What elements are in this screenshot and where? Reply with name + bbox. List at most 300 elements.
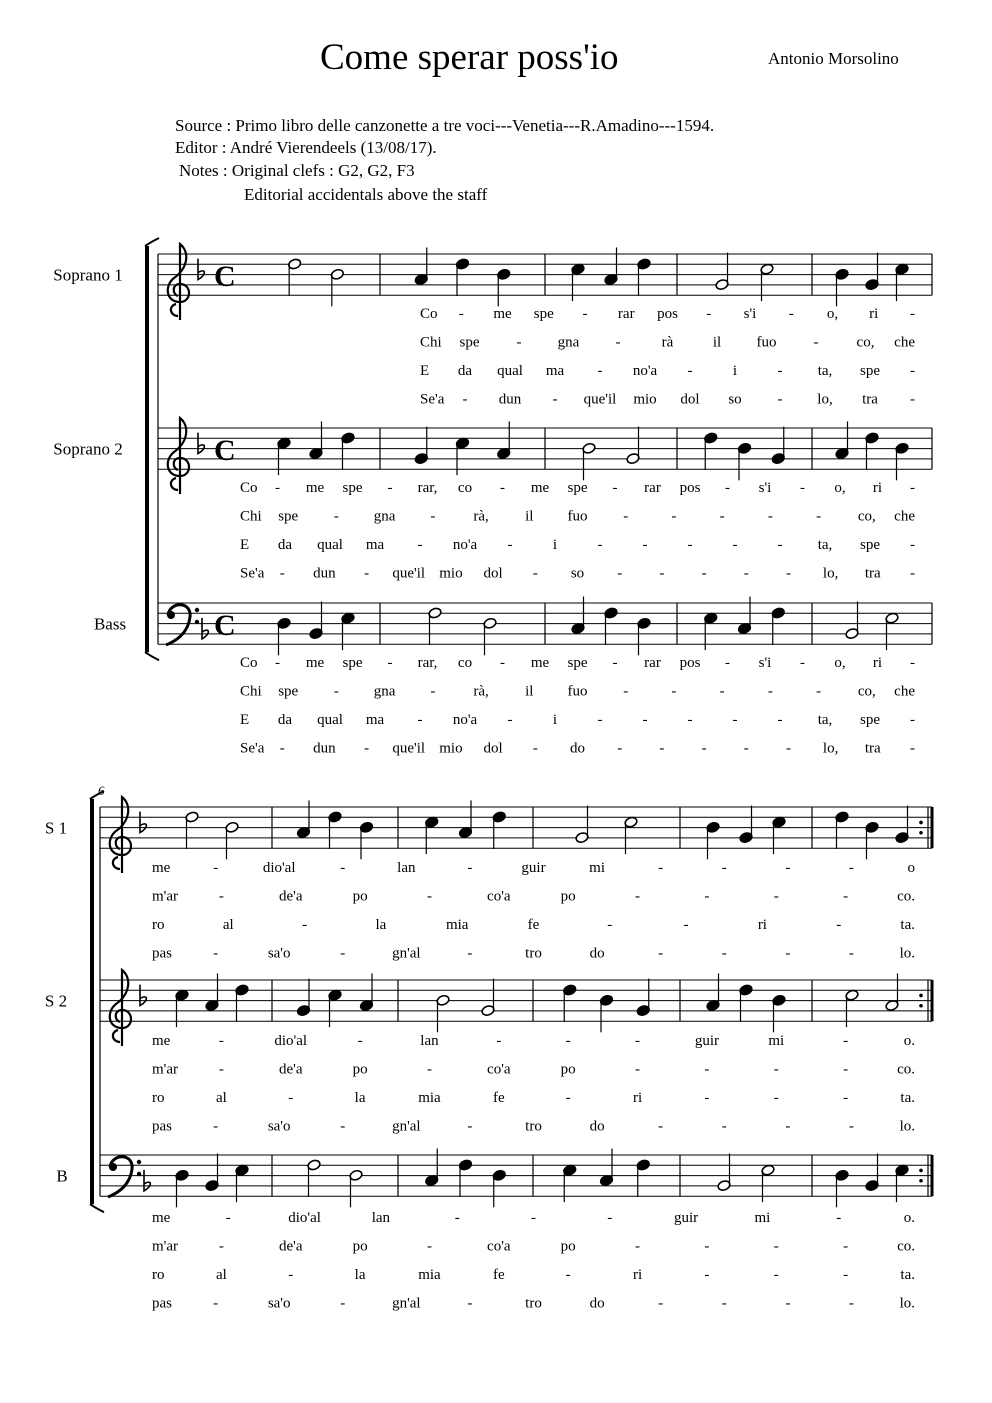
lyric-syllable: la (354, 1090, 366, 1106)
lyric-syllable: - (642, 537, 648, 553)
lyric-syllable: mio (633, 391, 657, 408)
lyric-syllable: tro (525, 1118, 542, 1135)
lyric-syllable: - (288, 1090, 294, 1106)
lyric-syllable: - (623, 508, 629, 525)
lyric-syllable: spe (860, 537, 880, 553)
lyric-syllable: rar (617, 306, 635, 322)
lyric-syllable: gn'al (392, 1295, 421, 1312)
lyric-syllable: - (467, 1118, 473, 1135)
lyric-syllable: co. (897, 1061, 915, 1078)
lyric-syllable: - (275, 480, 280, 496)
lyric-syllable: Co (240, 480, 258, 496)
lyric-syllable: - (340, 945, 346, 962)
lyric-syllable: E (240, 537, 250, 553)
lyric-syllable: dio'al (262, 860, 296, 876)
bracket-bottom-hook (90, 1204, 104, 1212)
lyric-syllable: o (907, 860, 915, 876)
lyric-syllable: spe (567, 655, 588, 671)
lyric-syllable: - (288, 1267, 294, 1283)
lyric-syllable: lan (371, 1210, 391, 1226)
lyric-syllable: la (354, 1267, 366, 1283)
repeat-dot-icon (919, 1179, 923, 1183)
lyric-syllable: co, (857, 508, 876, 525)
lyric-syllable: - (671, 508, 677, 525)
lyric-syllable: qual (317, 712, 343, 728)
lyric-syllable: - (773, 1238, 779, 1255)
staff-label: Soprano 1 (53, 265, 123, 285)
lyric-syllable: i (552, 537, 558, 553)
key-signature-flat-icon (144, 1170, 150, 1191)
lyric-syllable: o, (826, 306, 839, 322)
treble-clef-icon (110, 797, 131, 873)
lyric-syllable: tra (864, 740, 881, 757)
lyric-syllable: ta, (817, 712, 833, 728)
lyric-syllable: - (642, 712, 648, 728)
lyric-syllable: - (706, 306, 712, 322)
lyric-syllable: - (458, 306, 464, 322)
lyric-syllable: - (721, 860, 727, 876)
lyric-syllable: - (836, 1210, 842, 1226)
lyric-syllable: ri (757, 917, 767, 933)
lyric-syllable: che (894, 334, 915, 351)
lyric-syllable: - (777, 391, 783, 408)
source-note: Source : Primo libro delle canzonette a tre voci---Venetia---R.Amadino---1594. (175, 116, 715, 135)
lyric-syllable: - (658, 1118, 664, 1135)
lyric-syllable: ro (152, 917, 165, 933)
lyric-syllable: - (507, 537, 513, 553)
lyric-syllable: me (152, 1210, 171, 1226)
lyric-syllable: - (843, 1267, 849, 1283)
key-signature-flat-icon (202, 618, 208, 639)
lyric-syllable: - (430, 508, 436, 525)
lyric-syllable: - (597, 363, 603, 379)
lyric-syllable: - (333, 683, 339, 700)
lyric-syllable: s'i (758, 480, 772, 496)
lyric-syllable: - (635, 1238, 641, 1255)
lyric-syllable: - (617, 740, 623, 757)
common-time-icon: C (214, 434, 236, 467)
lyric-syllable: - (910, 480, 915, 496)
lyric-syllable: pas (152, 945, 172, 962)
lyric-syllable: gna (557, 334, 580, 351)
lyric-syllable: co'a (487, 1238, 511, 1255)
lyric-syllable: o, (834, 480, 846, 496)
lyric-syllable: dun (313, 565, 336, 582)
lyric-syllable: rar, (417, 480, 438, 496)
lyric-syllable: - (635, 1061, 641, 1078)
lyric-syllable: - (732, 537, 738, 553)
lyric-syllable: - (785, 945, 791, 962)
lyric-syllable: po (352, 1061, 368, 1078)
lyric-syllable: de'a (278, 1061, 303, 1078)
lyric-syllable: que'il (583, 391, 617, 408)
lyric-syllable: sa'o (267, 1118, 291, 1135)
lyric-syllable: Se'a (420, 391, 445, 408)
lyric-syllable: po (352, 888, 368, 905)
lyric-syllable: qual (317, 537, 343, 553)
lyric-syllable: pas (152, 1118, 172, 1135)
lyric-syllable: - (732, 712, 738, 728)
bass-clef-dot-icon (137, 1160, 141, 1164)
lyric-syllable: lan (397, 860, 416, 876)
lyric-syllable: - (843, 1061, 849, 1078)
lyric-syllable: ta. (900, 1090, 915, 1106)
lyric-syllable: - (785, 565, 791, 582)
lyric-syllable: - (426, 1061, 432, 1078)
repeat-dot-icon (919, 821, 923, 825)
common-time-icon: C (214, 609, 236, 642)
lyric-syllable: me (493, 306, 512, 322)
lyric-syllable: - (218, 1033, 224, 1049)
bass-clef-dot-icon (109, 1163, 117, 1171)
lyric-syllable: rà (661, 334, 674, 351)
lyric-syllable: sa'o (267, 1295, 291, 1312)
lyric-syllable: ta. (900, 917, 915, 933)
lyric-syllable: ta. (900, 1267, 915, 1283)
lyric-syllable: - (426, 888, 432, 905)
lyric-syllable: - (704, 1267, 710, 1283)
lyric-syllable: co, (857, 683, 876, 700)
lyric-syllable: - (743, 740, 749, 757)
lyric-syllable: - (836, 917, 842, 933)
measure-number: 6 (98, 783, 105, 798)
lyric-syllable: fe (492, 1090, 505, 1106)
lyric-syllable: - (635, 1033, 641, 1049)
lyric-syllable: dun (498, 391, 522, 408)
lyric-syllable: m'ar (152, 1061, 179, 1078)
lyric-syllable: tro (525, 945, 542, 962)
bass-clef-dot-icon (195, 620, 199, 624)
lyric-syllable: il (712, 334, 722, 351)
repeat-dot-icon (919, 994, 923, 998)
common-time-icon: C (214, 260, 236, 293)
lyric-syllable: - (467, 1295, 473, 1312)
key-signature-flat-icon (198, 433, 204, 454)
bass-clef-dot-icon (195, 608, 199, 612)
lyric-syllable: Chi (420, 334, 442, 351)
lyric-syllable: rà, (473, 683, 489, 700)
lyric-syllable: E (420, 363, 430, 379)
lyric-syllable: - (658, 1295, 664, 1312)
lyric-syllable: co (457, 655, 473, 671)
lyric-syllable: - (516, 334, 522, 351)
lyric-syllable: - (721, 1295, 727, 1312)
lyric-syllable: tro (525, 1295, 542, 1312)
lyric-syllable: - (773, 1061, 779, 1078)
lyric-syllable: lo. (899, 1118, 915, 1135)
lyric-syllable: - (910, 363, 915, 379)
lyric-syllable: ro (152, 1267, 165, 1283)
lyric-syllable: - (816, 508, 822, 525)
lyric-syllable: - (777, 712, 783, 728)
lyric-syllable: ta, (817, 363, 833, 379)
bass-clef-dot-icon (137, 1172, 141, 1176)
lyric-syllable: - (213, 860, 219, 876)
bass-clef-dot-icon (167, 611, 175, 619)
lyric-syllable: - (597, 712, 603, 728)
lyric-syllable: que'il (392, 740, 426, 757)
lyric-syllable: - (612, 655, 618, 671)
lyric-syllable: - (659, 565, 665, 582)
lyric-syllable: - (704, 1061, 710, 1078)
lyric-syllable: - (454, 1210, 460, 1226)
lyric-syllable: - (910, 306, 915, 322)
lyric-syllable: - (387, 480, 393, 496)
lyric-syllable: tra (862, 391, 878, 408)
lyric-syllable: Se'a (240, 740, 265, 757)
lyric-syllable: spe (860, 712, 880, 728)
lyric-syllable: - (213, 1295, 219, 1312)
lyric-syllable: - (800, 655, 805, 671)
lyric-syllable: - (279, 565, 285, 582)
lyric-syllable: rà, (473, 508, 489, 525)
lyric-syllable: - (302, 917, 308, 933)
lyric-syllable: po (560, 1061, 576, 1078)
bracket-bottom-hook (145, 652, 159, 660)
lyric-syllable: - (910, 391, 915, 408)
lyric-syllable: so (570, 565, 585, 582)
lyric-syllable: mia (418, 1267, 441, 1283)
lyric-syllable: do (570, 740, 585, 757)
lyric-syllable: ri (872, 480, 883, 496)
lyric-syllable: - (848, 1118, 854, 1135)
lyric-syllable: Chi (240, 683, 262, 700)
lyric-syllable: - (725, 655, 730, 671)
lyric-syllable: - (848, 945, 854, 962)
clefs-note: Notes : Original clefs : G2, G2, F3 (179, 161, 415, 180)
lyric-syllable: - (213, 1118, 219, 1135)
lyric-syllable: que'il (392, 565, 426, 582)
lyric-syllable: - (800, 480, 805, 496)
lyric-syllable: - (364, 565, 370, 582)
lyric-syllable: - (218, 1238, 224, 1255)
lyric-syllable: lo, (822, 565, 839, 582)
lyric-syllable: - (658, 945, 664, 962)
lyric-syllable: s'i (758, 655, 772, 671)
lyric-syllable: che (894, 508, 915, 525)
lyric-syllable: m'ar (152, 888, 179, 905)
lyric-syllable: mia (445, 917, 469, 933)
lyric-syllable: - (659, 740, 665, 757)
lyric-syllable: ma (545, 363, 565, 379)
lyric-syllable: dol (483, 740, 503, 757)
lyric-syllable: ri (869, 306, 879, 322)
lyric-syllable: me (530, 655, 550, 671)
lyric-syllable: rar (644, 480, 661, 496)
lyric-syllable: E (240, 712, 250, 728)
lyric-syllable: gn'al (392, 945, 421, 962)
lyric-syllable: Co (420, 306, 438, 322)
lyric-syllable: - (467, 945, 473, 962)
lyric-syllable: - (785, 1118, 791, 1135)
lyric-syllable: - (417, 712, 423, 728)
lyric-syllable: che (894, 683, 915, 700)
repeat-dot-icon (919, 1169, 923, 1173)
lyric-syllable: rar (644, 655, 661, 671)
lyric-syllable: - (788, 306, 794, 322)
key-signature-flat-icon (198, 259, 204, 280)
lyric-syllable: - (658, 860, 664, 876)
lyric-syllable: ma (365, 712, 385, 728)
lyric-syllable: mi (754, 1210, 771, 1226)
lyric-syllable: - (813, 334, 819, 351)
treble-clef-icon (168, 244, 189, 320)
lyric-syllable: m'ar (152, 1238, 179, 1255)
lyric-syllable: - (500, 480, 505, 496)
lyric-syllable: spe (533, 306, 554, 322)
lyric-syllable: - (417, 537, 423, 553)
lyric-syllable: no'a (452, 712, 478, 728)
lyric-syllable: - (462, 391, 468, 408)
lyric-syllable: Chi (240, 508, 262, 525)
lyric-syllable: - (773, 1267, 779, 1283)
lyric-syllable: lan (420, 1033, 439, 1049)
treble-clef-icon (168, 418, 189, 494)
lyric-syllable: al (215, 1267, 227, 1283)
lyric-syllable: - (671, 683, 677, 700)
lyric-syllable: fe (527, 917, 540, 933)
lyric-syllable: pas (152, 1295, 172, 1312)
lyric-syllable: po (352, 1238, 368, 1255)
lyric-syllable: - (496, 1033, 502, 1049)
lyric-syllable: me (152, 1033, 171, 1049)
lyric-syllable: i (552, 712, 558, 728)
composer-name: Antonio Morsolino (768, 49, 899, 68)
bracket-top-hook (145, 238, 159, 246)
lyric-syllable: dol (680, 391, 700, 408)
treble-clef-icon (110, 970, 131, 1046)
lyric-syllable: - (279, 740, 285, 757)
lyric-syllable: il (525, 508, 534, 525)
lyric-syllable: guir (694, 1033, 719, 1049)
lyric-syllable: spe (278, 683, 299, 700)
lyric-syllable: - (704, 1090, 710, 1106)
lyric-syllable: - (725, 480, 730, 496)
lyric-syllable: - (340, 1295, 346, 1312)
lyric-syllable: - (687, 363, 693, 379)
lyric-syllable: gn'al (392, 1118, 421, 1135)
bass-clef-icon (108, 1157, 132, 1197)
lyric-syllable: - (607, 917, 613, 933)
lyric-syllable: do (589, 1118, 605, 1135)
lyric-syllable: no'a (452, 537, 478, 553)
lyric-syllable: - (843, 888, 849, 905)
staff-label: S 1 (44, 818, 68, 838)
lyric-syllable: - (773, 888, 779, 905)
lyric-syllable: - (430, 683, 436, 700)
lyric-syllable: ri (872, 655, 883, 671)
lyric-syllable: spe (278, 508, 299, 525)
lyric-syllable: - (565, 1033, 571, 1049)
lyric-syllable: - (843, 1090, 849, 1106)
lyric-syllable: de'a (278, 888, 303, 905)
lyric-syllable: - (357, 1033, 363, 1049)
lyric-syllable: - (848, 860, 854, 876)
lyric-syllable: - (701, 565, 707, 582)
lyric-syllable: me (305, 480, 325, 496)
lyric-syllable: - (910, 655, 915, 671)
lyric-syllable: - (785, 740, 791, 757)
lyric-syllable: fuo (756, 334, 777, 351)
lyric-syllable: - (910, 740, 915, 757)
lyric-syllable: - (507, 712, 513, 728)
lyric-syllable: do (589, 945, 605, 962)
lyric-syllable: - (743, 565, 749, 582)
lyric-syllable: - (777, 537, 783, 553)
lyric-syllable: dio'al (274, 1033, 308, 1049)
lyric-syllable: - (607, 1210, 613, 1226)
lyric-syllable: lo, (822, 740, 839, 757)
lyric-syllable: me (530, 480, 550, 496)
lyric-syllable: pos (679, 480, 701, 496)
lyric-syllable: - (704, 888, 710, 905)
lyric-syllable: - (701, 740, 707, 757)
lyric-syllable: gna (373, 508, 396, 525)
lyric-syllable: - (687, 712, 693, 728)
lyric-syllable: - (225, 1210, 231, 1226)
lyric-syllable: - (467, 860, 473, 876)
lyric-syllable: mi (589, 860, 606, 876)
repeat-dot-icon (919, 831, 923, 835)
lyric-syllable: - (340, 860, 346, 876)
lyric-syllable: - (687, 537, 693, 553)
lyric-syllable: tra (864, 565, 881, 582)
lyric-syllable: - (565, 1090, 571, 1106)
lyric-syllable: do (589, 1295, 605, 1312)
key-signature-flat-icon (140, 812, 146, 833)
lyric-syllable: me (305, 655, 325, 671)
lyric-syllable: lo. (899, 1295, 915, 1312)
lyric-syllable: po (560, 888, 576, 905)
lyric-syllable: - (848, 1295, 854, 1312)
lyric-syllable: - (910, 565, 915, 582)
staff-label: B (56, 1166, 68, 1186)
lyric-syllable: Co (240, 655, 258, 671)
lyric-syllable: co'a (487, 888, 511, 905)
lyric-syllable: - (340, 1118, 346, 1135)
lyric-syllable: al (222, 917, 234, 933)
lyric-syllable: rar, (417, 655, 438, 671)
lyric-syllable: - (785, 860, 791, 876)
lyric-syllable: qual (497, 363, 523, 379)
lyric-syllable: ma (365, 537, 385, 553)
lyric-syllable: fuo (567, 683, 588, 700)
lyric-syllable: mia (418, 1090, 441, 1106)
lyric-syllable: s'i (743, 306, 757, 322)
lyric-syllable: - (552, 391, 558, 408)
lyric-syllable: - (565, 1267, 571, 1283)
lyric-syllable: - (767, 683, 773, 700)
lyric-syllable: la (375, 917, 387, 933)
lyric-syllable: guir (674, 1210, 699, 1226)
lyric-syllable: so (728, 391, 742, 408)
lyric-syllable: - (387, 655, 393, 671)
lyric-syllable: mi (768, 1033, 785, 1049)
lyric-syllable: - (500, 655, 505, 671)
lyric-syllable: o. (903, 1033, 915, 1049)
page-title: Come sperar poss'io (320, 37, 619, 78)
lyric-syllable: - (364, 740, 370, 757)
lyric-syllable: - (218, 888, 224, 905)
lyric-syllable: - (532, 740, 538, 757)
lyric-syllable: dol (483, 565, 503, 582)
lyric-syllable: o. (903, 1210, 915, 1226)
lyric-syllable: - (721, 1118, 727, 1135)
lyric-syllable: - (721, 945, 727, 962)
staff-label: S 2 (44, 991, 68, 1011)
lyric-syllable: spe (342, 655, 363, 671)
lyric-syllable: - (532, 565, 538, 582)
